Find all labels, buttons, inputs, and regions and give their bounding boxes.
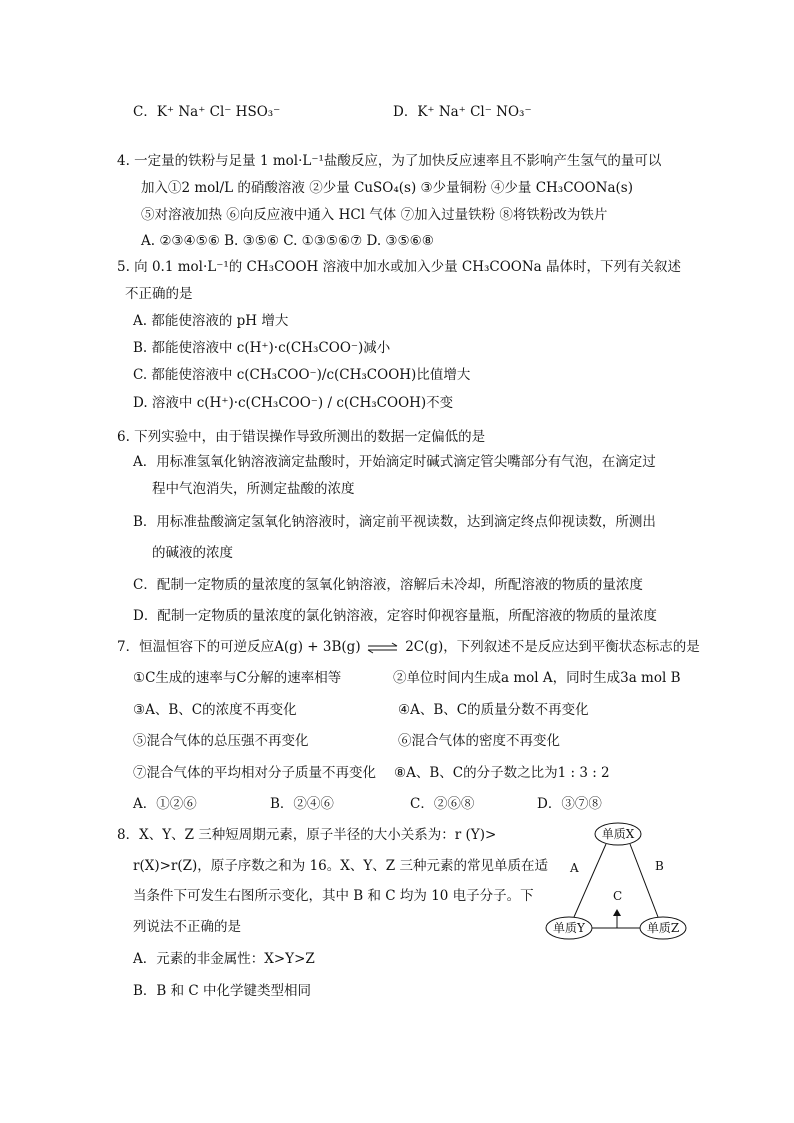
q7-stem-reactants: 7．恒温恒容下的可逆反应A(g) + 3B(g) bbox=[117, 639, 361, 655]
q7-option-d: D．③⑦⑧ bbox=[537, 796, 602, 812]
q6-option-c: C．配制一定物质的量浓度的氢氧化钠溶液，溶解后未冷却，所配溶液的物质的量浓度 bbox=[133, 577, 643, 593]
q4-stem-line2: 加入①2 mol/L 的硝酸溶液 ②少量 CuSO₄(s) ③少量铜粉 ④少量 CH₃COONa(s) bbox=[141, 180, 634, 196]
q7-item-2: ②单位时间内生成a mol A，同时生成3a mol B bbox=[393, 670, 681, 686]
node-x-label: 单质X bbox=[601, 827, 635, 841]
edge-x-y-line bbox=[574, 844, 606, 917]
q8-stem-line2: r(X)>r(Z)，原子序数之和为 16。X、Y、Z 三种元素的常见单质在适 bbox=[133, 858, 548, 874]
q7-stem-products: 2C(g)，下列叙述不是反应达到平衡状态标志的是 bbox=[405, 639, 700, 655]
q4-options: A. ②③④⑤⑥ B. ③⑤⑥ C. ①③⑤⑥⑦ D. ③⑤⑥⑧ bbox=[141, 233, 434, 249]
q8-option-a: A．元素的非金属性：X>Y>Z bbox=[133, 951, 315, 967]
q4-stem-line1: 4. 一定量的铁粉与足量 1 mol·L⁻¹盐酸反应，为了加快反应速率且不影响产生氢气的量可以 bbox=[117, 153, 662, 169]
q6-option-d: D．配制一定物质的量浓度的氯化钠溶液，定容时仰视容量瓶，所配溶液的物质的量浓度 bbox=[133, 608, 657, 624]
q7-item-5: ⑤混合气体的总压强不再变化 bbox=[133, 733, 309, 749]
q5-option-c: C. 都能使溶液中 c(CH₃COO⁻)/c(CH₃COOH)比值增大 bbox=[133, 367, 471, 383]
equilibrium-arrow-icon bbox=[367, 642, 399, 654]
q7-item-3: ③A、B、C的浓度不再变化 bbox=[133, 702, 297, 718]
q7-item-8: ⑧A、B、C的分子数之比为1 : 3 : 2 bbox=[394, 765, 610, 781]
q5-stem-line1: 5. 向 0.1 mol·L⁻¹的 CH₃COOH 溶液中加水或加入少量 CH₃COONa 晶体时，下列有关叙述 bbox=[117, 259, 682, 275]
q7-item-6: ⑥混合气体的密度不再变化 bbox=[398, 733, 560, 749]
q5-stem-line2: 不正确的是 bbox=[125, 286, 193, 302]
q3-option-c: C．K⁺ Na⁺ Cl⁻ HSO₃⁻ bbox=[133, 104, 281, 120]
q5-option-d: D. 溶液中 c(H⁺)·c(CH₃COO⁻) / c(CH₃COOH)不变 bbox=[133, 395, 454, 411]
edge-x-z-line bbox=[630, 844, 658, 917]
q7-item-7: ⑦混合气体的平均相对分子质量不再变化 bbox=[133, 765, 376, 781]
q7-option-b: B．②④⑥ bbox=[270, 796, 334, 812]
q6-option-a-line2: 程中气泡消失，所测定盐酸的浓度 bbox=[152, 481, 355, 497]
q6-option-b-line2: 的碱液的浓度 bbox=[152, 545, 233, 561]
q7-option-c: C．②⑥⑧ bbox=[410, 796, 475, 812]
q7-stem bbox=[117, 638, 700, 656]
q7-item-1: ①C生成的速率与C分解的速率相等 bbox=[133, 670, 342, 686]
node-y-label: 单质Y bbox=[553, 921, 585, 935]
element-reaction-diagram bbox=[544, 820, 690, 942]
q7-item-4: ④A、B、C的质量分数不再变化 bbox=[398, 702, 589, 718]
q8-option-b: B．B 和 C 中化学键类型相同 bbox=[133, 983, 312, 999]
edge-a-label: A bbox=[570, 861, 579, 875]
q8-stem-line4: 列说法不正确的是 bbox=[133, 919, 241, 935]
q5-option-a: A. 都能使溶液的 pH 增大 bbox=[133, 313, 289, 329]
q8-stem-line1: 8．X、Y、Z 三种短周期元素，原子半径的大小关系为：r (Y)> bbox=[117, 827, 497, 843]
edge-c-label: C bbox=[613, 889, 623, 903]
q6-option-b-line1: B．用标准盐酸滴定氢氧化钠溶液时，滴定前平视读数，达到滴定终点仰视读数，所测出 bbox=[133, 514, 656, 530]
q4-stem-line3: ⑤对溶液加热 ⑥向反应液中通入 HCl 气体 ⑦加入过量铁粉 ⑧将铁粉改为铁片 bbox=[141, 207, 608, 223]
q6-stem: 6. 下列实验中，由于错误操作导致所测出的数据一定偏低的是 bbox=[117, 429, 486, 445]
node-z-label: 单质Z bbox=[646, 921, 680, 935]
q8-stem-line3: 当条件下可发生右图所示变化，其中 B 和 C 均为 10 电子分子。下 bbox=[133, 888, 534, 904]
q7-option-a: A．①②⑥ bbox=[133, 796, 197, 812]
q3-option-d: D．K⁺ Na⁺ Cl⁻ NO₃⁻ bbox=[393, 104, 532, 120]
q6-option-a-line1: A．用标准氢氧化钠溶液滴定盐酸时，开始滴定时碱式滴定管尖嘴部分有气泡，在滴定过 bbox=[133, 454, 656, 470]
q5-option-b: B. 都能使溶液中 c(H⁺)·c(CH₃COO⁻)减小 bbox=[133, 340, 391, 356]
edge-b-label: B bbox=[655, 859, 664, 873]
